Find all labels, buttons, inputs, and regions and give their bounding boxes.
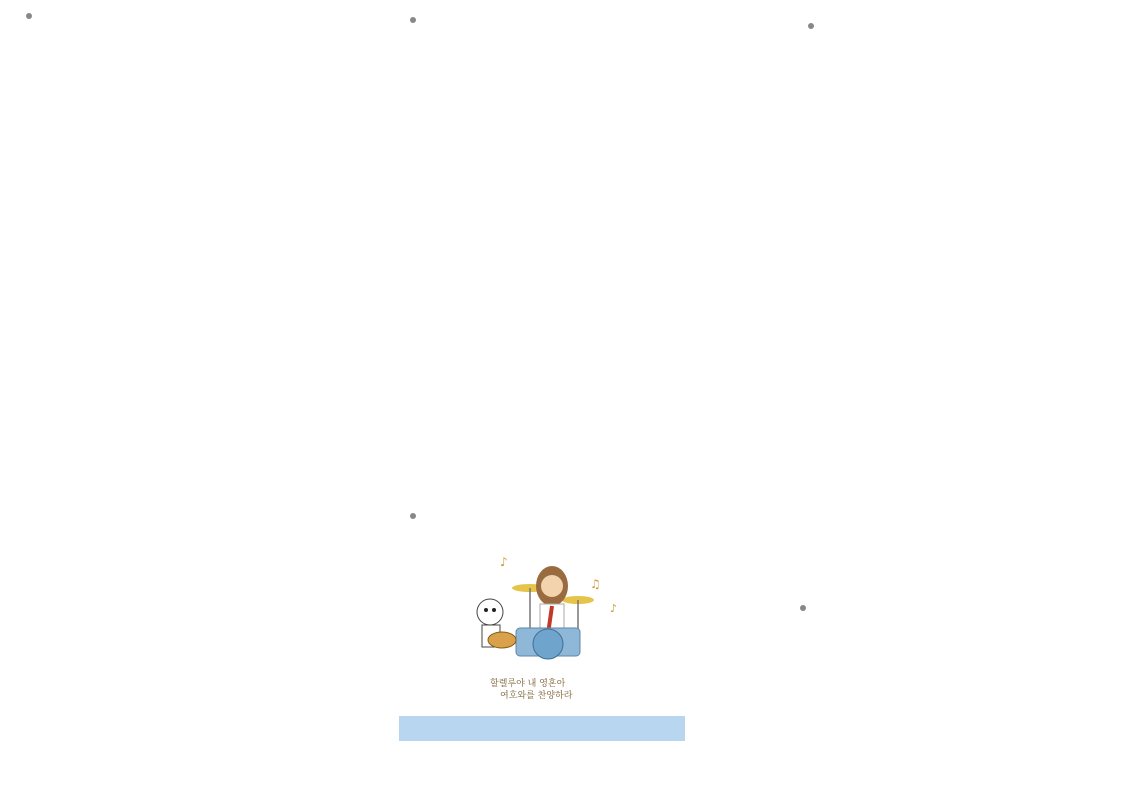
bullet-icon	[410, 17, 416, 23]
second-service-order	[404, 92, 680, 242]
bullet-icon	[410, 513, 416, 519]
column-mission	[800, 0, 1040, 794]
bullet-icon	[26, 13, 32, 19]
first-service-heading	[26, 8, 38, 24]
second-service-heading	[410, 12, 422, 28]
svg-text:♫: ♫	[590, 577, 601, 591]
svg-text:♪: ♪	[610, 602, 618, 615]
svg-text:할렐루야 내 영혼아: 할렐루야 내 영혼아	[490, 679, 566, 689]
second-service-order-2	[404, 391, 680, 471]
column-first-service	[16, 0, 324, 794]
mission-heading	[808, 18, 820, 34]
praise-service-heading	[410, 508, 422, 524]
praise-illustration	[460, 548, 630, 708]
prayer-heading	[800, 600, 812, 616]
svg-text:♪: ♪	[500, 555, 508, 569]
bullet-icon	[808, 23, 814, 29]
first-service-bottom-order	[16, 458, 324, 728]
first-service-top-order	[16, 66, 324, 126]
combined-praise-banner	[399, 716, 685, 741]
column-second-service	[404, 0, 680, 794]
bullet-icon	[800, 605, 806, 611]
svg-text:여호와를 찬양하라: 여호와를 찬양하라	[500, 691, 573, 701]
